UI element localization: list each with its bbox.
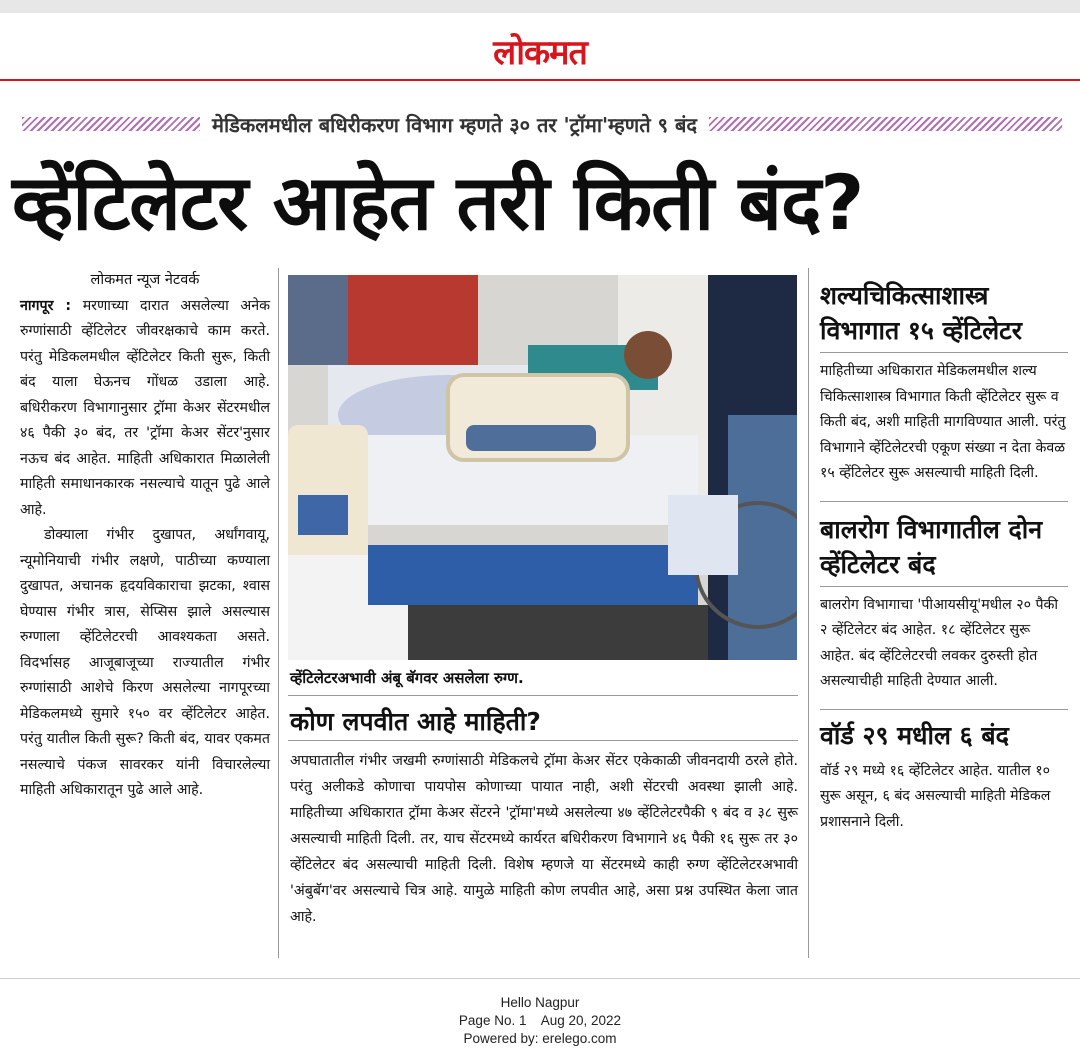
right-section-2-heading: बालरोग विभागातील दोन व्हेंटिलेटर बंद bbox=[820, 514, 1043, 579]
byline: लोकमत न्यूज नेटवर्क bbox=[90, 272, 200, 288]
footer-rule bbox=[0, 978, 1080, 979]
kicker: मेडिकलमधील बधिरीकरण विभाग म्हणते ३० तर 'ट्रॉमा'म्हणते ९ बंद bbox=[212, 112, 698, 137]
headline: व्हेंटिलेटर आहेत तरी किती बंद? bbox=[12, 158, 864, 247]
right-section-3-heading: वॉर्ड २९ मधील ६ बंद bbox=[820, 720, 1009, 750]
left-column bbox=[20, 268, 270, 804]
footer bbox=[0, 994, 1080, 1048]
right-section-1-heading: शल्यचिकित्साशास्त्र विभागात १५ व्हेंटिलेटर bbox=[820, 281, 1022, 345]
top-strip bbox=[0, 0, 1080, 13]
footer-page-number: Page No. 1 bbox=[458, 1013, 527, 1028]
footer-edition: Hello Nagpur bbox=[500, 995, 580, 1010]
photo-caption: व्हेंटिलेटरअभावी अंबू बॅगवर असलेला रुग्ण. bbox=[290, 669, 524, 687]
right-rule-2 bbox=[820, 501, 1068, 502]
footer-page-date bbox=[0, 1012, 1080, 1030]
news-photo bbox=[288, 275, 797, 660]
kicker-row bbox=[22, 108, 1062, 140]
right-rule-4 bbox=[820, 709, 1068, 710]
left-para-1 bbox=[20, 294, 270, 524]
right-rule-3 bbox=[820, 586, 1068, 587]
middle-subhead: कोण लपवीत आहे माहिती? bbox=[290, 707, 541, 736]
masthead-logo: लोकमत bbox=[493, 33, 587, 73]
footer-powered-by: Powered by: erelego.com bbox=[463, 1031, 617, 1046]
caption-rule bbox=[288, 695, 798, 696]
hatch-decoration-left bbox=[22, 117, 200, 131]
subhead-rule bbox=[288, 740, 798, 741]
right-column bbox=[820, 278, 1068, 835]
right-section-1-body: माहितीच्या अधिकारात मेडिकलमधील शल्य चिकित्साशास्त्र विभागात किती व्हेंटिलेटर सुरू व किती बंद, अशी माहिती मागविण्यात आली. परंतु विभागाने व्हेंटिलेटरची एकूण संख्या न देता केवळ १५ व्हेंटिलेटर सुरू असल्याची माहिती दिली. bbox=[820, 363, 1066, 481]
footer-date: Aug 20, 2022 bbox=[540, 1013, 622, 1028]
hatch-decoration-right bbox=[709, 117, 1062, 131]
hospital-bed-illustration bbox=[288, 275, 797, 660]
middle-story-body: अपघातातील गंभीर जखमी रुग्णांसाठी मेडिकलचे ट्रॉमा केअर सेंटर एकेकाळी जीवनदायी ठरले होते. परंतु अलीकडे कोणाचा पायपोस कोणाच्या पायात नाही, अशी सेंटरची अवस्था झाली आहे. माहितीच्या अधिकारात ट्रॉमा केअर सेंटरने 'ट्रॉमा'मध्ये असलेल्या ४७ व्हेंटिलेटरपैकी ९ बंद व ३८ सुरू असल्याची माहिती दिली. तर, याच सेंटरमध्ये कार्यरत बधिरीकरण विभागाने ४६ पैकी १६ सुरू तर ३० व्हेंटिलेटर बंद असल्याची माहिती दिली. विशेष म्हणजे या सेंटरमध्ये काही रुग्ण व्हेंटिलेटरअभावी 'अंबुबॅग'वर असल्याचे चित्र आहे. यामुळे माहिती कोण लपवीत आहे, असा प्रश्न उपस्थित केला जात आहे. bbox=[290, 753, 798, 925]
dateline: नागपूर : bbox=[20, 297, 72, 314]
left-para-2: डोक्याला गंभीर दुखापत, अर्धांगवायू, न्यूमोनियाची गंभीर लक्षणे, पाठीच्या कण्याला दुखापत, अचानक हृदयविकाराचा झटका, श्वास घेण्यास गंभीर त्रास, सेप्सिस झाले असल्यास रुग्णाला व्हेंटिलेटरची आवश्यकता असते. विदर्भासह आजूबाजूच्या राज्यातील गंभीर रुग्णांसाठी आशेचे किरण असलेल्या नागपूरच्या मेडिकलमध्ये सुमारे १५० वर व्हेंटिलेटर आहेत. परंतु यातील किती सुरू? किती बंद, यावर एकमत नसल्याचे पंकज सावरकर यांनी विचारलेल्या माहिती अधिकारातून पुढे आले आहे. bbox=[20, 527, 270, 798]
right-rule-1 bbox=[820, 352, 1068, 353]
column-divider-left bbox=[278, 268, 279, 958]
masthead-rule bbox=[0, 79, 1080, 81]
right-section-3-body: वॉर्ड २९ मध्ये १६ व्हेंटिलेटर आहेत. यातील १० सुरू असून, ६ बंद असल्याची माहिती मेडिकल प्रशासनाने दिली. bbox=[820, 762, 1051, 830]
right-section-2-body: बालरोग विभागाचा 'पीआयसीयू'मधील २० पैकी २ व्हेंटिलेटर बंद आहेत. १८ व्हेंटिलेटर सुरू आहेत. बंद व्हेंटिलेटरची लवकर दुरुस्ती होत असल्याचीही माहिती देण्यात आली. bbox=[820, 596, 1059, 689]
column-divider-right bbox=[808, 268, 809, 958]
left-para-1-text: मरणाच्या दारात असलेल्या अनेक रुग्णांसाठी व्हेंटिलेटर जीवरक्षकाचे काम करते. परंतु मेडिकलमधील व्हेंटिलेटर किती सुरू, किती बंद याला घेऊनच गोंधळ उडाला आहे. बधिरीकरण विभागानुसार ट्रॉमा केअर सेंटरमधील ४६ पैकी ३० बंद, तर 'ट्रॉमा केअर सेंटर'नुसार नऊच बंद आहेत. माहिती अधिकारात मिळालेली माहिती समाधानकारक नसल्याचे यातून पुढे आले आहे. bbox=[20, 297, 271, 518]
